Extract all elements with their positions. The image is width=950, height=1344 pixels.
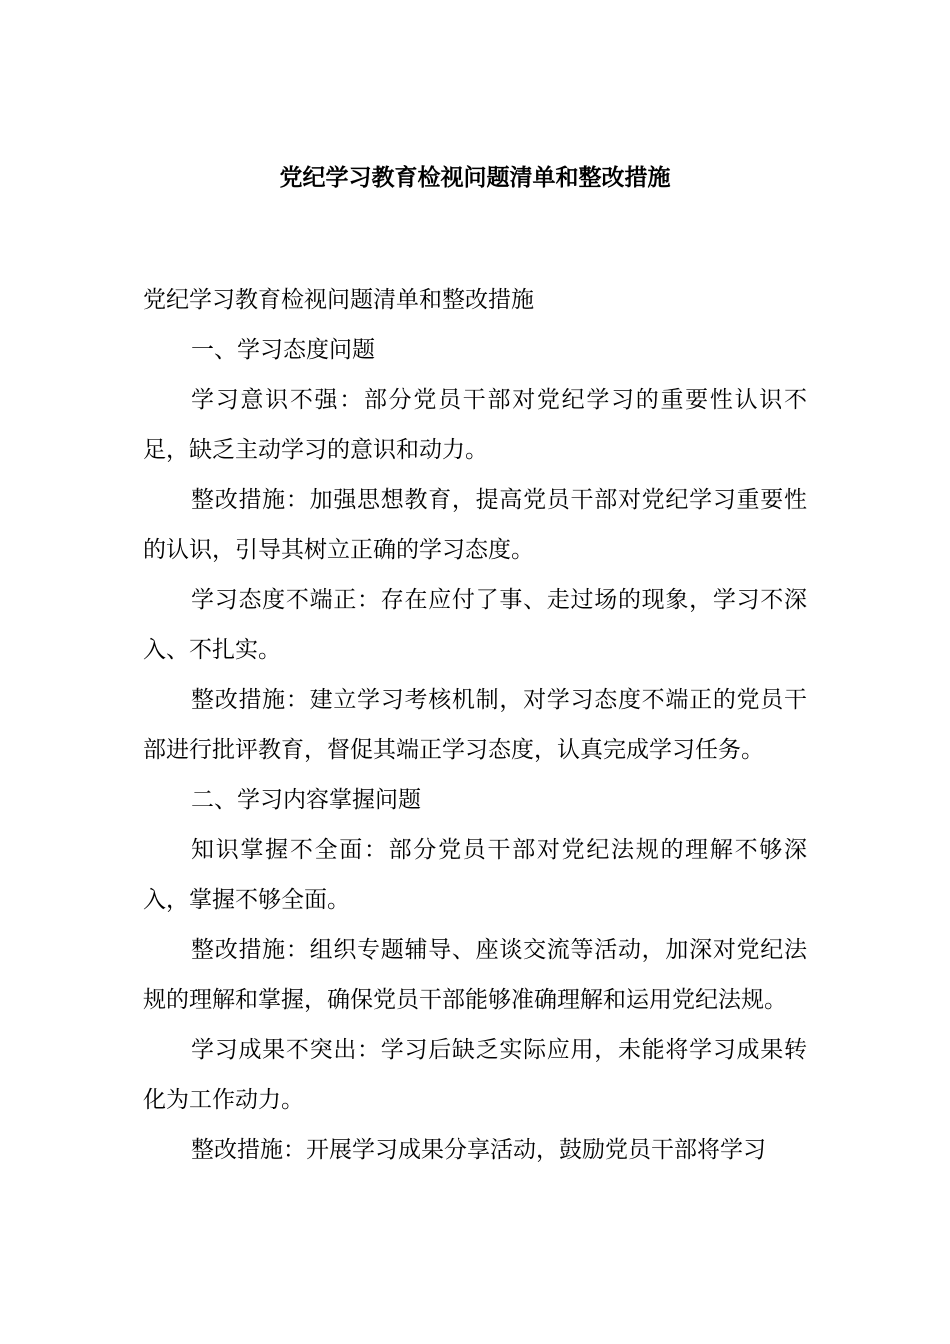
document-body bbox=[143, 275, 807, 1175]
section-heading-1: 一、学习态度问题 bbox=[191, 337, 375, 363]
document-title: 党纪学习教育检视问题清单和整改措施 bbox=[279, 165, 671, 191]
paragraph: 知识掌握不全面：部分党员干部对党纪法规的理解不够深入，掌握不够全面。 bbox=[143, 837, 807, 913]
paragraph: 整改措施：开展学习成果分享活动，鼓励党员干部将学习 bbox=[191, 1137, 766, 1163]
paragraph-subtitle: 党纪学习教育检视问题清单和整改措施 bbox=[143, 287, 534, 313]
paragraph: 整改措施：加强思想教育，提高党员干部对党纪学习重要性的认识，引导其树立正确的学习态度。 bbox=[143, 487, 807, 563]
paragraph: 学习成果不突出：学习后缺乏实际应用，未能将学习成果转化为工作动力。 bbox=[143, 1037, 807, 1113]
paragraph: 整改措施：组织专题辅导、座谈交流等活动，加深对党纪法规的理解和掌握，确保党员干部能够准确理解和运用党纪法规。 bbox=[143, 937, 807, 1013]
paragraph: 学习意识不强：部分党员干部对党纪学习的重要性认识不足，缺乏主动学习的意识和动力。 bbox=[143, 387, 807, 463]
paragraph: 整改措施：建立学习考核机制，对学习态度不端正的党员干部进行批评教育，督促其端正学习态度，认真完成学习任务。 bbox=[143, 687, 807, 763]
paragraph: 学习态度不端正：存在应付了事、走过场的现象，学习不深入、不扎实。 bbox=[143, 587, 807, 663]
section-heading-2: 二、学习内容掌握问题 bbox=[191, 787, 421, 813]
